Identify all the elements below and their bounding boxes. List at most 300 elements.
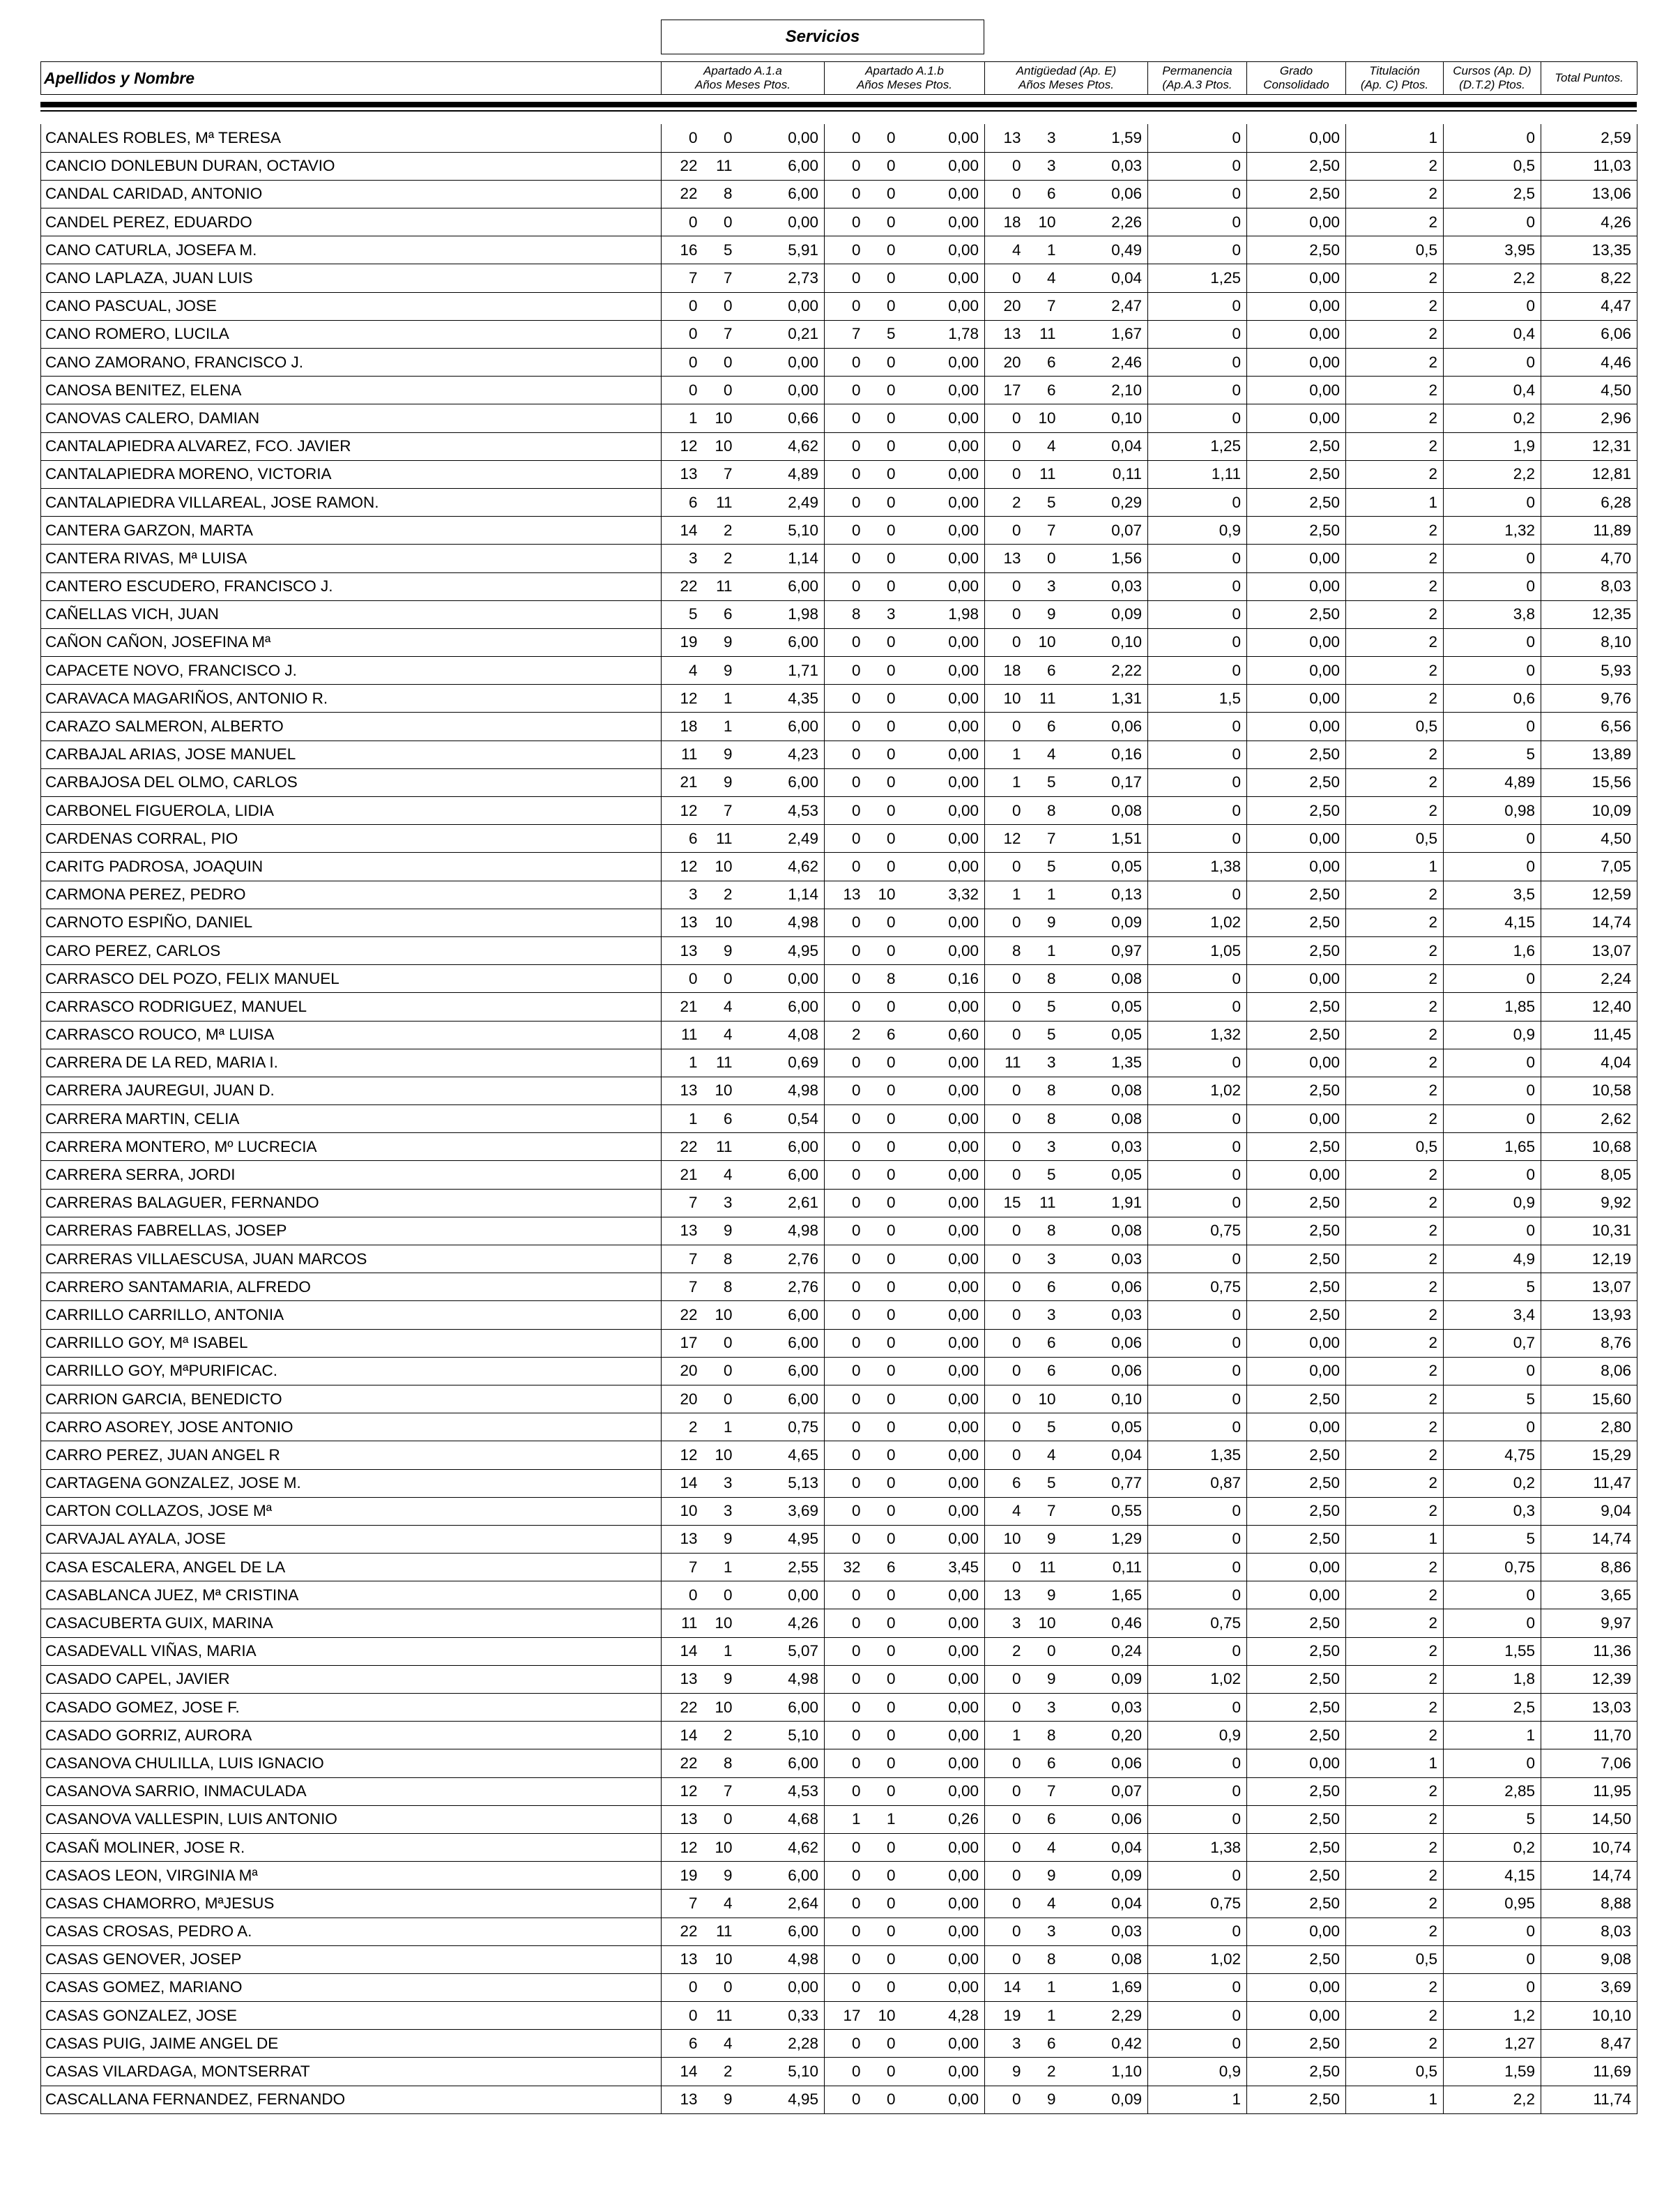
ant-months: 5 bbox=[1027, 1413, 1062, 1441]
permanencia-points: 0 bbox=[1148, 1133, 1247, 1161]
a1b-points: 1,98 bbox=[901, 600, 985, 628]
ant-years: 0 bbox=[985, 965, 1027, 993]
permanencia-points: 1,5 bbox=[1148, 685, 1247, 713]
a1a-years: 4 bbox=[662, 657, 703, 685]
grado-points: 2,50 bbox=[1247, 600, 1346, 628]
cursos-points: 4,89 bbox=[1444, 768, 1541, 796]
cursos-points: 0 bbox=[1444, 1749, 1541, 1777]
permanencia-points: 0 bbox=[1148, 1301, 1247, 1329]
a1a-years: 13 bbox=[662, 1945, 703, 1973]
a1b-points: 0,00 bbox=[901, 180, 985, 208]
titulacion-points: 2 bbox=[1346, 2030, 1444, 2058]
ant-points: 0,04 bbox=[1062, 1890, 1148, 1918]
ant-years: 0 bbox=[985, 1554, 1027, 1581]
a1a-years: 20 bbox=[662, 1357, 703, 1385]
name-cell: CANDEL PEREZ, EDUARDO bbox=[41, 208, 662, 236]
header-line: Antigüedad (Ap. E) bbox=[1016, 64, 1117, 77]
name-cell: CARRILLO GOY, Mª ISABEL bbox=[41, 1329, 662, 1357]
name-cell: CANO PASCUAL, JOSE bbox=[41, 292, 662, 320]
ant-years: 0 bbox=[985, 152, 1027, 180]
a1a-years: 12 bbox=[662, 1441, 703, 1469]
a1a-months: 10 bbox=[703, 1833, 738, 1861]
a1a-years: 0 bbox=[662, 208, 703, 236]
a1a-months: 7 bbox=[703, 264, 738, 292]
a1b-points: 0,00 bbox=[901, 1413, 985, 1441]
a1b-months: 0 bbox=[866, 264, 901, 292]
total-points: 11,03 bbox=[1541, 152, 1637, 180]
a1b-months: 0 bbox=[866, 1301, 901, 1329]
total-points: 13,93 bbox=[1541, 1301, 1637, 1329]
name-cell: CASA ESCALERA, ANGEL DE LA bbox=[41, 1554, 662, 1581]
total-points: 11,74 bbox=[1541, 2086, 1637, 2113]
table-row bbox=[41, 1273, 1637, 1301]
a1a-years: 22 bbox=[662, 1918, 703, 1945]
titulacion-points: 1 bbox=[1346, 124, 1444, 152]
a1b-points: 0,00 bbox=[901, 1357, 985, 1385]
a1a-months: 4 bbox=[703, 1161, 738, 1189]
cursos-points: 1,85 bbox=[1444, 993, 1541, 1021]
titulacion-points: 0,5 bbox=[1346, 1133, 1444, 1161]
a1b-points: 0,00 bbox=[901, 825, 985, 853]
titulacion-points: 0,5 bbox=[1346, 236, 1444, 264]
a1a-points: 5,10 bbox=[738, 517, 825, 545]
ant-years: 0 bbox=[985, 460, 1027, 488]
table-row bbox=[41, 965, 1637, 993]
a1a-months: 4 bbox=[703, 1890, 738, 1918]
a1a-points: 4,62 bbox=[738, 432, 825, 460]
a1b-points: 0,00 bbox=[901, 853, 985, 881]
name-cell: CASADO CAPEL, JAVIER bbox=[41, 1665, 662, 1693]
ant-points: 0,04 bbox=[1062, 432, 1148, 460]
grado-points: 2,50 bbox=[1247, 1862, 1346, 1890]
ant-points: 1,51 bbox=[1062, 825, 1148, 853]
ant-points: 1,35 bbox=[1062, 1049, 1148, 1077]
permanencia-points: 0 bbox=[1148, 488, 1247, 516]
a1b-points: 1,78 bbox=[901, 320, 985, 348]
a1a-points: 2,61 bbox=[738, 1189, 825, 1217]
a1a-points: 4,98 bbox=[738, 909, 825, 936]
total-points: 8,47 bbox=[1541, 2030, 1637, 2058]
a1b-points: 0,00 bbox=[901, 1049, 985, 1077]
titulacion-points: 2 bbox=[1346, 685, 1444, 713]
permanencia-points: 0 bbox=[1148, 1637, 1247, 1665]
ant-points: 0,46 bbox=[1062, 1609, 1148, 1637]
ant-years: 0 bbox=[985, 1918, 1027, 1945]
table-row bbox=[41, 1637, 1637, 1665]
cursos-points: 0 bbox=[1444, 825, 1541, 853]
grado-points: 0,00 bbox=[1247, 545, 1346, 572]
permanencia-points: 0,75 bbox=[1148, 1217, 1247, 1245]
titulacion-points: 0,5 bbox=[1346, 713, 1444, 741]
table-row bbox=[41, 264, 1637, 292]
ant-months: 5 bbox=[1027, 768, 1062, 796]
a1b-months: 0 bbox=[866, 1833, 901, 1861]
ant-months: 5 bbox=[1027, 488, 1062, 516]
a1b-points: 0,00 bbox=[901, 713, 985, 741]
header-line: Años Meses Ptos. bbox=[856, 78, 952, 91]
titulacion-points: 1 bbox=[1346, 2086, 1444, 2113]
grado-points: 2,50 bbox=[1247, 881, 1346, 909]
a1b-points: 0,00 bbox=[901, 377, 985, 404]
titulacion-points: 2 bbox=[1346, 628, 1444, 656]
ant-years: 0 bbox=[985, 713, 1027, 741]
grado-points: 0,00 bbox=[1247, 377, 1346, 404]
total-points: 12,39 bbox=[1541, 1665, 1637, 1693]
permanencia-points: 0 bbox=[1148, 1805, 1247, 1833]
total-points: 8,06 bbox=[1541, 1357, 1637, 1385]
ant-points: 0,09 bbox=[1062, 1665, 1148, 1693]
permanencia-points: 0 bbox=[1148, 236, 1247, 264]
ant-points: 1,91 bbox=[1062, 1189, 1148, 1217]
a1a-years: 0 bbox=[662, 320, 703, 348]
ant-months: 3 bbox=[1027, 1301, 1062, 1329]
a1b-years: 0 bbox=[825, 936, 866, 964]
grado-points: 2,50 bbox=[1247, 797, 1346, 825]
permanencia-points: 0,75 bbox=[1148, 1890, 1247, 1918]
a1b-months: 0 bbox=[866, 488, 901, 516]
grado-points: 2,50 bbox=[1247, 1217, 1346, 1245]
grado-points: 2,50 bbox=[1247, 1273, 1346, 1301]
a1b-months: 8 bbox=[866, 965, 901, 993]
cursos-points: 0,3 bbox=[1444, 1497, 1541, 1525]
cursos-points: 5 bbox=[1444, 1273, 1541, 1301]
table-row bbox=[41, 1217, 1637, 1245]
cursos-points: 0,75 bbox=[1444, 1554, 1541, 1581]
cursos-points: 0 bbox=[1444, 657, 1541, 685]
ant-years: 0 bbox=[985, 1862, 1027, 1890]
total-points: 3,65 bbox=[1541, 1581, 1637, 1609]
ant-points: 0,06 bbox=[1062, 1749, 1148, 1777]
a1a-years: 19 bbox=[662, 1862, 703, 1890]
table-row bbox=[41, 628, 1637, 656]
total-points: 5,93 bbox=[1541, 657, 1637, 685]
a1a-points: 5,07 bbox=[738, 1637, 825, 1665]
a1a-years: 14 bbox=[662, 2058, 703, 2086]
a1b-years: 0 bbox=[825, 741, 866, 768]
grado-points: 0,00 bbox=[1247, 825, 1346, 853]
a1a-months: 0 bbox=[703, 1581, 738, 1609]
a1b-months: 0 bbox=[866, 1890, 901, 1918]
titulacion-points: 0,5 bbox=[1346, 825, 1444, 853]
grado-points: 2,50 bbox=[1247, 993, 1346, 1021]
a1b-points: 0,00 bbox=[901, 460, 985, 488]
name-cell: CASAS GOMEZ, MARIANO bbox=[41, 1973, 662, 2001]
a1b-years: 0 bbox=[825, 1133, 866, 1161]
grado-points: 2,50 bbox=[1247, 1189, 1346, 1217]
ant-years: 0 bbox=[985, 1133, 1027, 1161]
total-points: 11,36 bbox=[1541, 1637, 1637, 1665]
total-points: 14,74 bbox=[1541, 909, 1637, 936]
total-points: 10,58 bbox=[1541, 1077, 1637, 1104]
total-points: 13,03 bbox=[1541, 1694, 1637, 1722]
a1a-points: 1,14 bbox=[738, 881, 825, 909]
ant-years: 0 bbox=[985, 1413, 1027, 1441]
table-row bbox=[41, 2058, 1637, 2086]
a1b-points: 0,00 bbox=[901, 152, 985, 180]
ant-months: 6 bbox=[1027, 657, 1062, 685]
total-points: 12,40 bbox=[1541, 993, 1637, 1021]
permanencia-points: 0 bbox=[1148, 965, 1247, 993]
total-points: 10,31 bbox=[1541, 1217, 1637, 1245]
name-cell: CARDENAS CORRAL, PIO bbox=[41, 825, 662, 853]
cursos-points: 0 bbox=[1444, 1918, 1541, 1945]
a1a-points: 0,00 bbox=[738, 1581, 825, 1609]
permanencia-points: 0 bbox=[1148, 1105, 1247, 1133]
name-cell: CANO LAPLAZA, JUAN LUIS bbox=[41, 264, 662, 292]
name-cell: CARAZO SALMERON, ALBERTO bbox=[41, 713, 662, 741]
a1b-months: 0 bbox=[866, 1273, 901, 1301]
name-cell: CASACUBERTA GUIX, MARINA bbox=[41, 1609, 662, 1637]
permanencia-points: 0,75 bbox=[1148, 1609, 1247, 1637]
grado-points: 0,00 bbox=[1247, 1049, 1346, 1077]
table-row bbox=[41, 545, 1637, 572]
table-row bbox=[41, 208, 1637, 236]
table-row bbox=[41, 1301, 1637, 1329]
titulacion-points: 2 bbox=[1346, 264, 1444, 292]
a1a-points: 0,21 bbox=[738, 320, 825, 348]
ant-years: 18 bbox=[985, 208, 1027, 236]
a1a-years: 13 bbox=[662, 2086, 703, 2113]
titulacion-points: 2 bbox=[1346, 1469, 1444, 1497]
a1b-years: 0 bbox=[825, 853, 866, 881]
permanencia-points: 0 bbox=[1148, 1329, 1247, 1357]
a1b-months: 0 bbox=[866, 825, 901, 853]
a1b-months: 0 bbox=[866, 545, 901, 572]
ant-years: 18 bbox=[985, 657, 1027, 685]
a1b-points: 0,00 bbox=[901, 1945, 985, 1973]
ant-years: 4 bbox=[985, 1497, 1027, 1525]
a1a-points: 4,98 bbox=[738, 1665, 825, 1693]
a1b-months: 0 bbox=[866, 1133, 901, 1161]
ant-points: 0,03 bbox=[1062, 1694, 1148, 1722]
a1a-points: 6,00 bbox=[738, 1918, 825, 1945]
a1a-points: 2,49 bbox=[738, 488, 825, 516]
a1b-months: 0 bbox=[866, 124, 901, 152]
ant-points: 0,09 bbox=[1062, 2086, 1148, 2113]
a1b-years: 0 bbox=[825, 1217, 866, 1245]
cursos-points: 0 bbox=[1444, 713, 1541, 741]
table-body bbox=[41, 124, 1637, 2113]
cursos-points: 1,27 bbox=[1444, 2030, 1541, 2058]
a1b-months: 0 bbox=[866, 1105, 901, 1133]
a1b-points: 0,00 bbox=[901, 1581, 985, 1609]
grado-points: 0,00 bbox=[1247, 1918, 1346, 1945]
ant-years: 2 bbox=[985, 1637, 1027, 1665]
ant-months: 10 bbox=[1027, 208, 1062, 236]
ant-years: 20 bbox=[985, 349, 1027, 377]
permanencia-points: 0 bbox=[1148, 545, 1247, 572]
permanencia-points: 0 bbox=[1148, 1973, 1247, 2001]
ant-months: 1 bbox=[1027, 236, 1062, 264]
total-points: 15,56 bbox=[1541, 768, 1637, 796]
ant-years: 0 bbox=[985, 1161, 1027, 1189]
a1a-years: 12 bbox=[662, 1777, 703, 1805]
a1a-points: 4,98 bbox=[738, 1077, 825, 1104]
name-cell: CASANOVA SARRIO, INMACULADA bbox=[41, 1777, 662, 1805]
grado-points: 2,50 bbox=[1247, 1077, 1346, 1104]
a1b-points: 0,00 bbox=[901, 1862, 985, 1890]
ant-months: 2 bbox=[1027, 2058, 1062, 2086]
cursos-points: 4,9 bbox=[1444, 1245, 1541, 1273]
table-row bbox=[41, 1189, 1637, 1217]
ant-months: 5 bbox=[1027, 1161, 1062, 1189]
titulacion-points: 2 bbox=[1346, 1049, 1444, 1077]
grado-points: 2,50 bbox=[1247, 2058, 1346, 2086]
header-line: Años Meses Ptos. bbox=[1018, 78, 1114, 91]
a1b-points: 0,00 bbox=[901, 124, 985, 152]
ant-years: 13 bbox=[985, 1581, 1027, 1609]
titulacion-points: 2 bbox=[1346, 1581, 1444, 1609]
ant-points: 0,10 bbox=[1062, 1385, 1148, 1413]
name-cell: CARMONA PEREZ, PEDRO bbox=[41, 881, 662, 909]
grado-points: 2,50 bbox=[1247, 1890, 1346, 1918]
a1a-months: 0 bbox=[703, 292, 738, 320]
cursos-points: 1 bbox=[1444, 1722, 1541, 1749]
permanencia-points: 0 bbox=[1148, 1161, 1247, 1189]
a1b-points: 0,00 bbox=[901, 1077, 985, 1104]
a1b-points: 0,00 bbox=[901, 1273, 985, 1301]
a1b-years: 0 bbox=[825, 628, 866, 656]
a1a-years: 1 bbox=[662, 1105, 703, 1133]
ant-months: 1 bbox=[1027, 881, 1062, 909]
table-row bbox=[41, 825, 1637, 853]
cursos-points: 0 bbox=[1444, 965, 1541, 993]
table-row bbox=[41, 1722, 1637, 1749]
titulacion-points: 2 bbox=[1346, 909, 1444, 936]
a1b-months: 0 bbox=[866, 909, 901, 936]
ant-months: 5 bbox=[1027, 993, 1062, 1021]
ant-months: 11 bbox=[1027, 685, 1062, 713]
a1a-months: 1 bbox=[703, 1637, 738, 1665]
ant-months: 6 bbox=[1027, 1329, 1062, 1357]
ant-points: 0,11 bbox=[1062, 1554, 1148, 1581]
name-cell: CASAS CROSAS, PEDRO A. bbox=[41, 1918, 662, 1945]
grado-points: 2,50 bbox=[1247, 488, 1346, 516]
ant-months: 1 bbox=[1027, 1973, 1062, 2001]
a1b-months: 0 bbox=[866, 432, 901, 460]
name-cell: CASAS GONZALEZ, JOSE bbox=[41, 2002, 662, 2030]
column-header-grado bbox=[1247, 62, 1346, 95]
ant-years: 13 bbox=[985, 545, 1027, 572]
a1b-months: 0 bbox=[866, 1357, 901, 1385]
a1b-years: 0 bbox=[825, 236, 866, 264]
total-points: 10,68 bbox=[1541, 1133, 1637, 1161]
a1a-months: 5 bbox=[703, 236, 738, 264]
ant-points: 0,08 bbox=[1062, 1217, 1148, 1245]
ant-years: 0 bbox=[985, 628, 1027, 656]
table-row bbox=[41, 1554, 1637, 1581]
a1b-points: 0,00 bbox=[901, 628, 985, 656]
a1a-years: 22 bbox=[662, 1133, 703, 1161]
ant-months: 9 bbox=[1027, 1581, 1062, 1609]
table-row bbox=[41, 1049, 1637, 1077]
a1a-months: 9 bbox=[703, 657, 738, 685]
header-divider-thick bbox=[40, 102, 1637, 107]
ant-years: 13 bbox=[985, 124, 1027, 152]
ant-years: 0 bbox=[985, 1357, 1027, 1385]
name-cell: CARBAJOSA DEL OLMO, CARLOS bbox=[41, 768, 662, 796]
a1a-months: 10 bbox=[703, 432, 738, 460]
name-cell: CARRERA SERRA, JORDI bbox=[41, 1161, 662, 1189]
a1a-points: 6,00 bbox=[738, 1161, 825, 1189]
permanencia-points: 0 bbox=[1148, 657, 1247, 685]
a1b-points: 3,45 bbox=[901, 1554, 985, 1581]
a1b-years: 0 bbox=[825, 180, 866, 208]
a1a-points: 6,00 bbox=[738, 1385, 825, 1413]
name-cell: CARRILLO GOY, MªPURIFICAC. bbox=[41, 1357, 662, 1385]
table-row bbox=[41, 1665, 1637, 1693]
a1b-months: 0 bbox=[866, 152, 901, 180]
total-points: 8,03 bbox=[1541, 572, 1637, 600]
a1b-points: 0,00 bbox=[901, 1161, 985, 1189]
permanencia-points: 1,38 bbox=[1148, 853, 1247, 881]
ant-months: 8 bbox=[1027, 1722, 1062, 1749]
grado-points: 2,50 bbox=[1247, 1609, 1346, 1637]
grado-points: 2,50 bbox=[1247, 936, 1346, 964]
ant-months: 9 bbox=[1027, 600, 1062, 628]
total-points: 6,56 bbox=[1541, 713, 1637, 741]
permanencia-points: 0,9 bbox=[1148, 517, 1247, 545]
a1a-months: 10 bbox=[703, 1441, 738, 1469]
a1b-years: 0 bbox=[825, 657, 866, 685]
a1b-years: 0 bbox=[825, 909, 866, 936]
a1b-months: 0 bbox=[866, 1973, 901, 2001]
ant-months: 6 bbox=[1027, 349, 1062, 377]
a1a-years: 10 bbox=[662, 1497, 703, 1525]
a1b-months: 0 bbox=[866, 853, 901, 881]
a1b-months: 6 bbox=[866, 1021, 901, 1049]
a1b-months: 0 bbox=[866, 1525, 901, 1553]
name-cell: CASADEVALL VIÑAS, MARIA bbox=[41, 1637, 662, 1665]
a1b-years: 0 bbox=[825, 1189, 866, 1217]
table-row bbox=[41, 349, 1637, 377]
ant-months: 8 bbox=[1027, 965, 1062, 993]
total-points: 8,03 bbox=[1541, 1918, 1637, 1945]
column-header-titulacion bbox=[1346, 62, 1444, 95]
table-row bbox=[41, 1609, 1637, 1637]
grado-points: 2,50 bbox=[1247, 1694, 1346, 1722]
a1b-points: 0,00 bbox=[901, 432, 985, 460]
a1a-years: 19 bbox=[662, 628, 703, 656]
ant-points: 1,10 bbox=[1062, 2058, 1148, 2086]
a1a-points: 4,98 bbox=[738, 1945, 825, 1973]
a1a-points: 4,53 bbox=[738, 1777, 825, 1805]
a1a-years: 0 bbox=[662, 349, 703, 377]
ant-years: 0 bbox=[985, 1217, 1027, 1245]
a1b-months: 0 bbox=[866, 1637, 901, 1665]
ant-points: 0,24 bbox=[1062, 1637, 1148, 1665]
a1a-months: 11 bbox=[703, 2002, 738, 2030]
titulacion-points: 2 bbox=[1346, 1722, 1444, 1749]
ant-years: 0 bbox=[985, 517, 1027, 545]
a1a-months: 0 bbox=[703, 1385, 738, 1413]
a1a-months: 11 bbox=[703, 1918, 738, 1945]
grado-points: 0,00 bbox=[1247, 657, 1346, 685]
ant-years: 17 bbox=[985, 377, 1027, 404]
name-cell: CARRERA DE LA RED, MARIA I. bbox=[41, 1049, 662, 1077]
servicios-header: Servicios bbox=[661, 20, 984, 54]
a1b-years: 0 bbox=[825, 1329, 866, 1357]
table-row bbox=[41, 236, 1637, 264]
a1b-years: 0 bbox=[825, 1469, 866, 1497]
a1b-months: 0 bbox=[866, 517, 901, 545]
titulacion-points: 2 bbox=[1346, 517, 1444, 545]
a1a-years: 1 bbox=[662, 404, 703, 432]
permanencia-points: 0 bbox=[1148, 1385, 1247, 1413]
a1a-points: 2,76 bbox=[738, 1245, 825, 1273]
a1a-years: 0 bbox=[662, 124, 703, 152]
ant-points: 2,10 bbox=[1062, 377, 1148, 404]
